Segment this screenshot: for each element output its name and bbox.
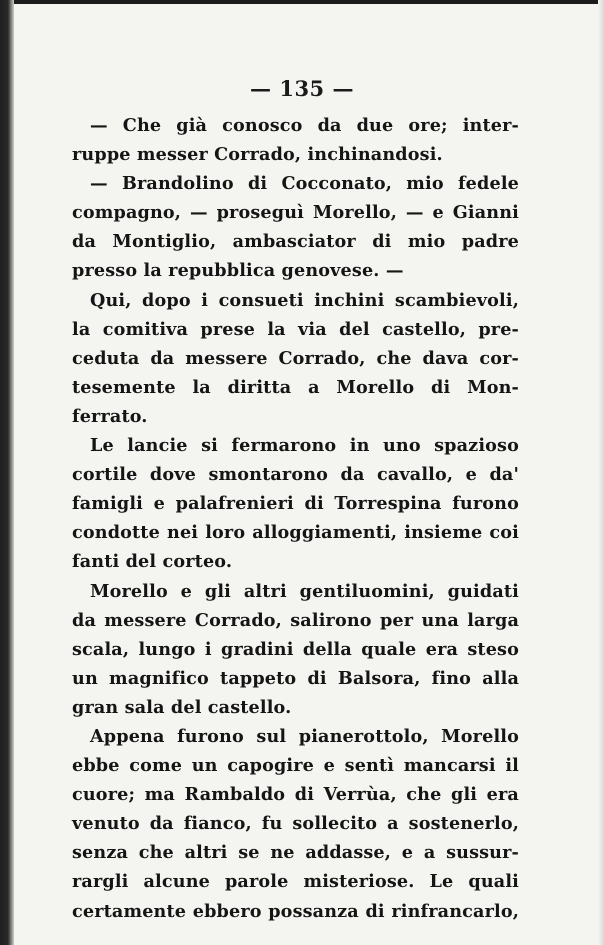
text-line: tesemente la diritta a Morello di Mon- xyxy=(72,376,519,398)
text-line: un magnifico tappeto di Balsora, fino alla xyxy=(72,667,519,689)
text-line: presso la repubblica genovese. — xyxy=(72,260,404,282)
scan-edge-top xyxy=(0,0,604,4)
text-line: venuto da fianco, fu sollecito a sostenerlo, xyxy=(72,813,519,835)
text-line: condotte nei loro alloggiamenti, insieme coi xyxy=(72,522,519,544)
text-line: ruppe messer Corrado, inchinandosi. xyxy=(72,144,443,166)
page-number: — 135 — xyxy=(250,76,354,101)
text-line: certamente ebbero possanza di rinfrancarlo, xyxy=(72,900,519,922)
text-line: Appena furono sul pianerottolo, Morello xyxy=(90,725,519,747)
text-line: ebbe come un capogire e sentì mancarsi il xyxy=(72,755,519,777)
text-line: da Montiglio, ambasciator di mio padre xyxy=(72,231,519,253)
scan-edge-left xyxy=(0,0,14,945)
text-line: ceduta da messere Corrado, che dava cor- xyxy=(72,347,519,369)
text-line: compagno, — proseguì Morello, — e Gianni xyxy=(72,202,519,224)
text-line: — Che già conosco da due ore; inter- xyxy=(90,115,519,136)
text-line: rargli alcune parole misteriose. Le quali xyxy=(72,871,519,893)
text-line: Qui, dopo i consueti inchini scambievoli, xyxy=(90,289,519,311)
body-text xyxy=(72,111,519,926)
text-line: Morello e gli altri gentiluomini, guidati xyxy=(90,580,519,602)
text-line: la comitiva prese la via del castello, pre- xyxy=(72,318,519,340)
text-line: da messere Corrado, salirono per una larga xyxy=(72,609,519,631)
text-line: fanti del corteo. xyxy=(72,551,233,573)
text-line: scala, lungo i gradini della quale era steso xyxy=(72,638,519,660)
text-line: senza che altri se ne addasse, e a sussur- xyxy=(72,842,519,864)
text-line: cuore; ma Rambaldo di Verrùa, che gli era xyxy=(72,784,519,806)
text-line: ferrato. xyxy=(72,405,148,427)
scan-edge-right xyxy=(598,0,604,945)
text-line: Le lancie si fermarono in uno spazioso xyxy=(90,435,519,457)
text-line: cortile dove smontarono da cavallo, e da' xyxy=(72,464,519,486)
text-line: — Brandolino di Cocconato, mio fedele xyxy=(90,173,519,195)
text-line: gran sala del castello. xyxy=(72,696,292,718)
text-line: famigli e palafrenieri di Torrespina furono xyxy=(72,493,519,515)
